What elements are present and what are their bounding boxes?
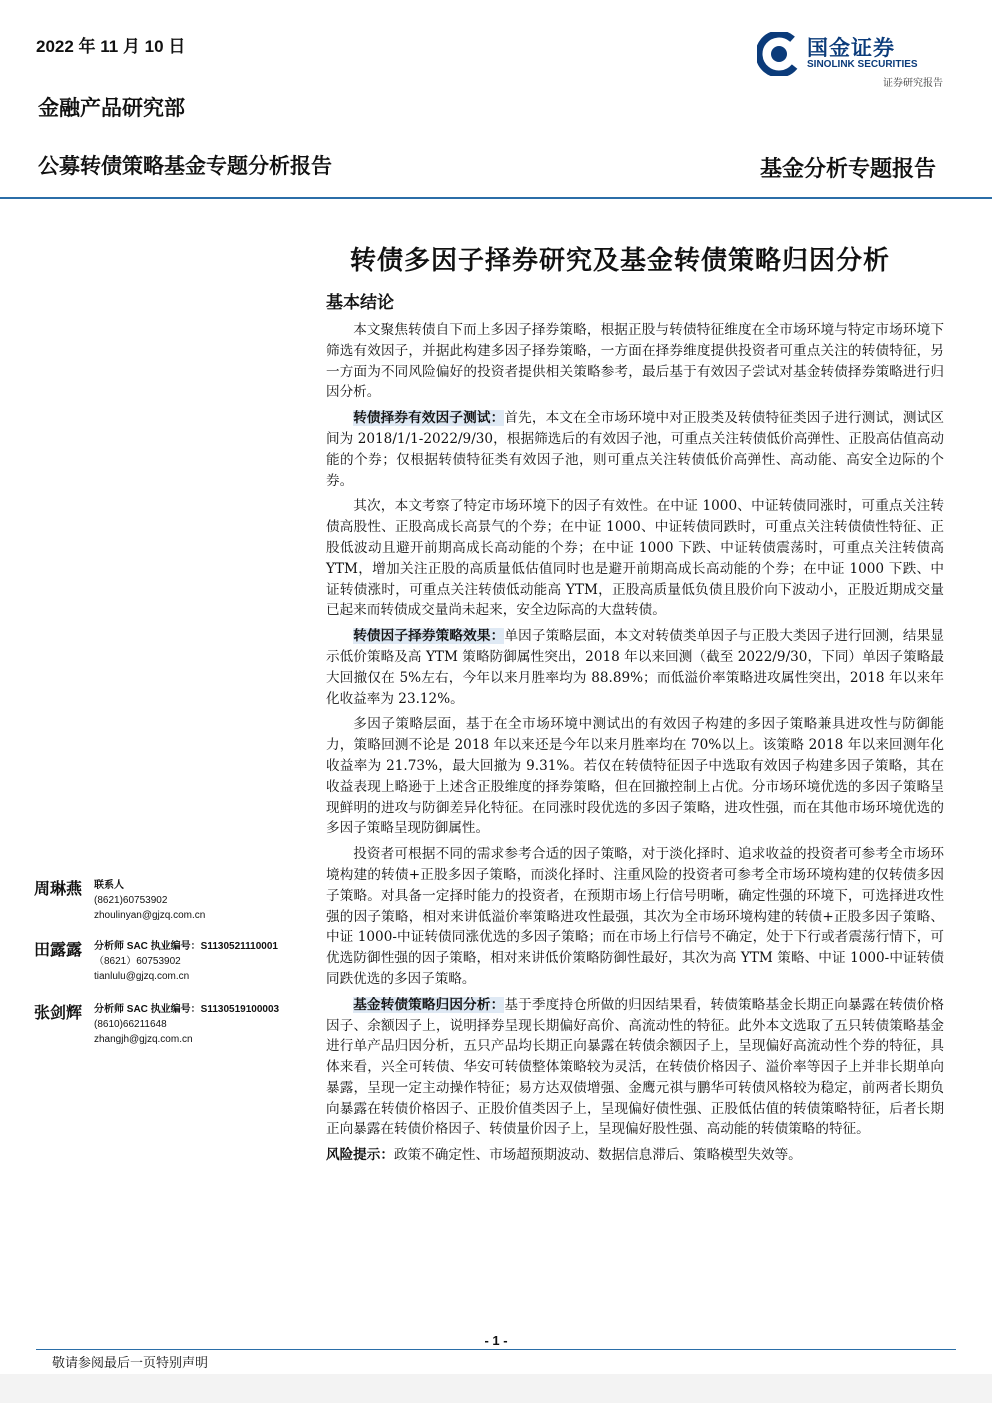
analyst-phone: (8621)60753902	[94, 895, 168, 906]
logo-name-en: SINOLINK SECURITIES	[807, 59, 918, 70]
analyst-info	[94, 878, 205, 923]
analyst-name: 田露露	[34, 940, 83, 959]
analyst-role: 分析师 SAC 执业编号：S1130521110001	[94, 941, 278, 952]
analyst-block	[34, 876, 314, 928]
report-title: 转债多因子择券研究及基金转债策略归因分析	[349, 246, 890, 276]
analyst-phone: （8621）60753902	[94, 956, 181, 967]
analyst-role: 分析师 SAC 执业编号：S1130519100003	[94, 1004, 280, 1015]
analyst-name: 张剑辉	[34, 1003, 83, 1022]
analyst-email[interactable]: zhangjh@gjzq.com.cn	[94, 1034, 193, 1045]
logo-name-cn: 国金证券	[807, 36, 895, 60]
section-heading: 基本结论	[326, 293, 394, 313]
report-date: 2022 年 11 月 10 日	[36, 37, 186, 56]
analyst-block	[34, 937, 314, 989]
analyst-info	[94, 1002, 279, 1047]
header-divider	[0, 197, 992, 199]
footer-disclaimer: 敬请参阅最后一页特别声明	[52, 1356, 209, 1371]
logo-tagline: 证券研究报告	[883, 78, 943, 89]
company-logo	[757, 30, 947, 90]
paragraph-attribution: 基金转债策略归因分析：基于季度持仓所做的归因结果看，转债策略基金长期正向暴露在转债价格因子、余额因子上，说明择券呈现长期偏好高价、高流动性的特征。此外本文选取了五只转债策略基金进行单产品归因分析，五只产品均长期正向暴露在转债余额因子上，呈现偏好高流动性个券的特征，具体来看，兴全可转债、华安可转债整体策略较为灵活，在转债价格因子、溢价率等因子上并非长期单向暴露，呈现一定主动操作特征；易方达双债增强、金鹰元祺与鹏华可转债风格较为稳定，前两者长期负向暴露在转债价格因子、正股价值类因子上，呈现偏好债性强、正股低估值的转债策略特征，后者长期正向暴露在转债价格因子、转债量价因子上，呈现偏好股性强、高动能的转债策略的特征。	[326, 996, 945, 1138]
paragraph-multifactor: 多因子策略层面，基于在全市场环境中测试出的有效因子构建的多因子策略兼具进攻性与防御能力，策略回测不论是 2018 年以来还是今年以来月胜率均在 70%以上。该策略 2018 年以来回测年化收益率为 21.73%，最大回撤为 9.31%。若仅在转债特征因子中选取有效因子构建多因子策略，其在收益表现上略逊于上述含正股维度的择券策略，但在回撤控制上占优。分市场环境优选的多因子策略呈现鲜明的进攻与防御差异化特征。在同涨时段优选的多因子策略，进攻性强，而在其他市场环境优选的多因子策略呈现防御属性。	[326, 716, 944, 837]
paragraph-risk: 风险提示：政策不确定性、市场超预期波动、数据信息滞后、策略模型失效等。	[326, 1147, 802, 1164]
paragraph-investor-advice: 投资者可根据不同的需求参考合适的因子策略，对于淡化择时、追求收益的投资者可参考全市场环境构建的转债+正股多因子策略，而淡化择时、注重风险的投资者可参考全市场环境构建的仅转债多因子策略。对具备一定择时能力的投资者，在预期市场上行信号明晰，确定性强的环境下，可选择进攻性强的因子策略，相对来讲低溢价率策略进攻性最强，其次为全市场环境构建的转债+正股多因子策略、中证 1000-中证转债同涨优选的多因子策略；而在市场上行信号不确定，处于下行或者震荡行情下，可优选防御性强的因子策略，相对来讲低价策略防御性最好，其次为高 YTM 策略、中证 1000-中证转债同跌优选的多因子策略。	[326, 846, 944, 987]
footer-divider	[36, 1349, 956, 1350]
report-category: 基金分析专题报告	[759, 156, 936, 182]
paragraph-intro: 本文聚焦转债自下而上多因子择券策略，根据正股与转债特征维度在全市场环境与特定市场环境下筛选有效因子，并据此构建多因子择券策略，一方面在择券维度提供投资者可重点关注的转债特征，另一方面为不同风险偏好的投资者提供相关策略参考，最后基于有效因子尝试对基金转债择券策略进行归因分析。	[326, 322, 944, 401]
report-body	[326, 320, 944, 1171]
report-series-title: 公募转债策略基金专题分析报告	[38, 153, 332, 178]
paragraph-strategy-effect: 转债因子择券策略效果：单因子策略层面，本文对转债类单因子与正股大类因子进行回测，结果显示低价策略及高 YTM 策略防御属性突出，2018 年以来回测（截至 2022/9/30，下同）单因子策略最大回撤仅在 5%左右，今年以来月胜率均为 88.89%；而低溢价率策略进攻属性突出，2018 年以来年化收益率为 23.12%。	[326, 628, 945, 707]
department-name: 金融产品研究部	[38, 95, 185, 120]
analyst-name: 周琳燕	[34, 879, 83, 898]
paragraph-factor-test: 转债择券有效因子测试：首先，本文在全市场环境中对正股类及转债特征类因子进行测试，测试区间为 2018/1/1-2022/9/30，根据筛选后的有效因子池，可重点关注转债低价高弹性、正股高估值高动能的个券；仅根据转债特征类有效因子池，则可重点关注转债低价高弹性、高动能、高安全边际的个券。	[326, 410, 945, 489]
page-number: - 1 -	[484, 1333, 508, 1348]
sinolink-logo-icon	[757, 32, 801, 76]
analyst-role: 联系人	[94, 880, 124, 891]
footer-band	[0, 1374, 992, 1403]
analyst-phone: (8610)66211648	[94, 1019, 167, 1030]
analyst-block	[34, 1000, 314, 1052]
analyst-email[interactable]: tianlulu@gjzq.com.cn	[94, 971, 190, 982]
analyst-info	[94, 939, 278, 984]
analyst-email[interactable]: zhoulinyan@gjzq.com.cn	[94, 910, 206, 921]
paragraph-market-env: 其次，本文考察了特定市场环境下的因子有效性。在中证 1000、中证转债同涨时，可重点关注转债高股性、正股高成长高景气的个券；在中证 1000、中证转债同跌时，可重点关注转债债性特征、正股低波动且避开前期高成长高动能的个券；在中证 1000 下跌、中证转债震荡时，可重点关注转债高 YTM，增加关注正股的高质量低估值同时也是避开前期高成长高动能的个券；在中证 1000 下跌、中证转债涨时，可重点关注转债低动能高 YTM，正股高质量低负债且股价向下波动小，正股近期成交量已起来而转债成交量尚未起来，安全边际高的大盘转债。	[326, 498, 944, 619]
